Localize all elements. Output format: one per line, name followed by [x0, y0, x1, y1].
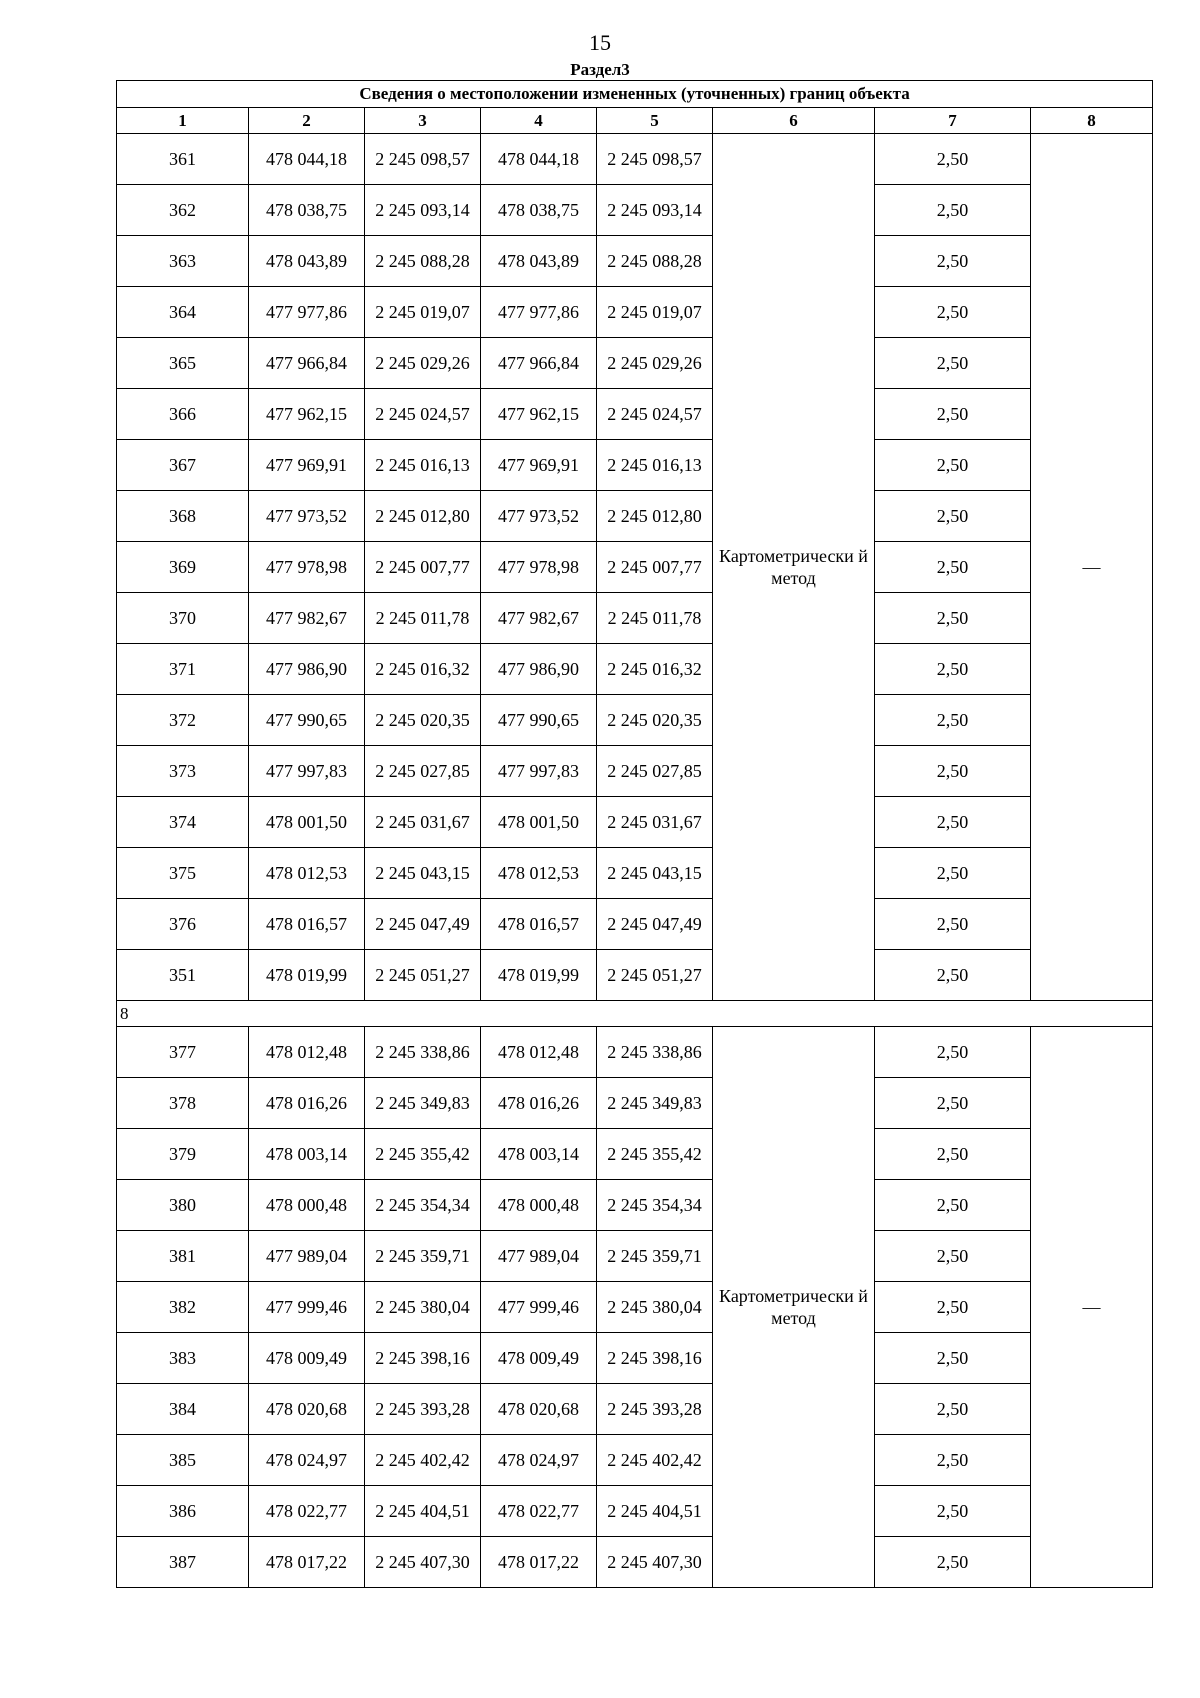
extra-cell: —: [1031, 134, 1153, 1001]
x-old-cell: 477 997,83: [249, 746, 365, 797]
x-old-cell: 477 999,46: [249, 1282, 365, 1333]
x-new-cell: 478 038,75: [481, 185, 597, 236]
x-old-cell: 477 969,91: [249, 440, 365, 491]
precision-cell: 2,50: [875, 1435, 1031, 1486]
point-number-cell: 369: [117, 542, 249, 593]
y-new-cell: 2 245 354,34: [597, 1180, 713, 1231]
x-new-cell: 478 022,77: [481, 1486, 597, 1537]
x-old-cell: 478 016,57: [249, 899, 365, 950]
x-old-cell: 477 990,65: [249, 695, 365, 746]
x-new-cell: 477 989,04: [481, 1231, 597, 1282]
y-old-cell: 2 245 402,42: [365, 1435, 481, 1486]
x-new-cell: 478 009,49: [481, 1333, 597, 1384]
x-old-cell: 477 982,67: [249, 593, 365, 644]
table-row: [117, 593, 1153, 644]
y-old-cell: 2 245 031,67: [365, 797, 481, 848]
y-new-cell: 2 245 024,57: [597, 389, 713, 440]
point-number-cell: 362: [117, 185, 249, 236]
x-old-cell: 478 000,48: [249, 1180, 365, 1231]
precision-cell: 2,50: [875, 1333, 1031, 1384]
table-row: [117, 797, 1153, 848]
table-row: [117, 389, 1153, 440]
x-new-cell: 477 978,98: [481, 542, 597, 593]
page-number: 15: [589, 30, 611, 55]
precision-cell: 2,50: [875, 1486, 1031, 1537]
table-row: [117, 440, 1153, 491]
table-body: [117, 134, 1153, 1588]
y-new-cell: 2 245 380,04: [597, 1282, 713, 1333]
y-old-cell: 2 245 404,51: [365, 1486, 481, 1537]
y-old-cell: 2 245 027,85: [365, 746, 481, 797]
table-row: [117, 899, 1153, 950]
y-old-cell: 2 245 393,28: [365, 1384, 481, 1435]
x-old-cell: 477 973,52: [249, 491, 365, 542]
column-number: 1: [117, 108, 249, 134]
x-old-cell: 477 986,90: [249, 644, 365, 695]
x-old-cell: 478 001,50: [249, 797, 365, 848]
precision-cell: 2,50: [875, 236, 1031, 287]
precision-cell: 2,50: [875, 491, 1031, 542]
x-old-cell: 478 038,75: [249, 185, 365, 236]
x-old-cell: 478 017,22: [249, 1537, 365, 1588]
x-new-cell: 478 020,68: [481, 1384, 597, 1435]
method-cell: Картометрически й метод: [713, 1027, 875, 1588]
x-old-cell: 478 012,53: [249, 848, 365, 899]
y-old-cell: 2 245 349,83: [365, 1078, 481, 1129]
y-new-cell: 2 245 011,78: [597, 593, 713, 644]
x-new-cell: 478 001,50: [481, 797, 597, 848]
x-old-cell: 478 009,49: [249, 1333, 365, 1384]
point-number-cell: 381: [117, 1231, 249, 1282]
group-label: 8: [117, 1001, 1153, 1027]
y-old-cell: 2 245 380,04: [365, 1282, 481, 1333]
table-row: [117, 491, 1153, 542]
y-old-cell: 2 245 020,35: [365, 695, 481, 746]
column-number-row: [117, 108, 1153, 134]
y-new-cell: 2 245 007,77: [597, 542, 713, 593]
section-title: Раздел3: [570, 60, 630, 79]
point-number-cell: 376: [117, 899, 249, 950]
y-old-cell: 2 245 398,16: [365, 1333, 481, 1384]
x-new-cell: 477 990,65: [481, 695, 597, 746]
table-row: [117, 1078, 1153, 1129]
y-old-cell: 2 245 354,34: [365, 1180, 481, 1231]
x-new-cell: 478 019,99: [481, 950, 597, 1001]
table-row: [117, 1537, 1153, 1588]
y-old-cell: 2 245 016,32: [365, 644, 481, 695]
y-old-cell: 2 245 007,77: [365, 542, 481, 593]
y-old-cell: 2 245 024,57: [365, 389, 481, 440]
x-old-cell: 477 978,98: [249, 542, 365, 593]
point-number-cell: 361: [117, 134, 249, 185]
y-old-cell: 2 245 338,86: [365, 1027, 481, 1078]
precision-cell: 2,50: [875, 899, 1031, 950]
precision-cell: 2,50: [875, 746, 1031, 797]
precision-cell: 2,50: [875, 134, 1031, 185]
point-number-cell: 379: [117, 1129, 249, 1180]
y-old-cell: 2 245 093,14: [365, 185, 481, 236]
coordinates-table: [116, 80, 1153, 1588]
column-number: 3: [365, 108, 481, 134]
y-new-cell: 2 245 012,80: [597, 491, 713, 542]
x-old-cell: 477 966,84: [249, 338, 365, 389]
precision-cell: 2,50: [875, 542, 1031, 593]
table-row: [117, 1180, 1153, 1231]
column-number: 4: [481, 108, 597, 134]
y-new-cell: 2 245 098,57: [597, 134, 713, 185]
point-number-cell: 386: [117, 1486, 249, 1537]
x-old-cell: 477 989,04: [249, 1231, 365, 1282]
table-row: [117, 950, 1153, 1001]
group-header-row: [117, 1001, 1153, 1027]
x-old-cell: 478 044,18: [249, 134, 365, 185]
x-new-cell: 477 973,52: [481, 491, 597, 542]
x-new-cell: 477 982,67: [481, 593, 597, 644]
point-number-cell: 368: [117, 491, 249, 542]
precision-cell: 2,50: [875, 695, 1031, 746]
point-number-cell: 366: [117, 389, 249, 440]
point-number-cell: 374: [117, 797, 249, 848]
x-new-cell: 477 999,46: [481, 1282, 597, 1333]
y-new-cell: 2 245 407,30: [597, 1537, 713, 1588]
x-new-cell: 478 016,57: [481, 899, 597, 950]
x-new-cell: 478 044,18: [481, 134, 597, 185]
y-new-cell: 2 245 355,42: [597, 1129, 713, 1180]
table-row: [117, 1027, 1153, 1078]
y-old-cell: 2 245 051,27: [365, 950, 481, 1001]
table-row: [117, 746, 1153, 797]
x-new-cell: 478 017,22: [481, 1537, 597, 1588]
precision-cell: 2,50: [875, 287, 1031, 338]
precision-cell: 2,50: [875, 1537, 1031, 1588]
y-new-cell: 2 245 016,13: [597, 440, 713, 491]
y-new-cell: 2 245 398,16: [597, 1333, 713, 1384]
precision-cell: 2,50: [875, 644, 1031, 695]
x-old-cell: 478 003,14: [249, 1129, 365, 1180]
table-caption: Сведения о местоположении измененных (уточненных) границ объекта: [117, 81, 1153, 108]
y-old-cell: 2 245 043,15: [365, 848, 481, 899]
point-number-cell: 351: [117, 950, 249, 1001]
table-row: [117, 287, 1153, 338]
y-old-cell: 2 245 016,13: [365, 440, 481, 491]
table-row: [117, 1486, 1153, 1537]
table-row: [117, 1282, 1153, 1333]
y-new-cell: 2 245 043,15: [597, 848, 713, 899]
y-new-cell: 2 245 338,86: [597, 1027, 713, 1078]
table-row: [117, 134, 1153, 185]
point-number-cell: 365: [117, 338, 249, 389]
table-row: [117, 1129, 1153, 1180]
point-number-cell: 387: [117, 1537, 249, 1588]
x-new-cell: 478 012,53: [481, 848, 597, 899]
precision-cell: 2,50: [875, 848, 1031, 899]
x-old-cell: 478 019,99: [249, 950, 365, 1001]
x-new-cell: 477 969,91: [481, 440, 597, 491]
y-old-cell: 2 245 098,57: [365, 134, 481, 185]
y-old-cell: 2 245 088,28: [365, 236, 481, 287]
table-row: [117, 236, 1153, 287]
point-number-cell: 375: [117, 848, 249, 899]
point-number-cell: 384: [117, 1384, 249, 1435]
x-new-cell: 478 016,26: [481, 1078, 597, 1129]
x-new-cell: 477 997,83: [481, 746, 597, 797]
x-new-cell: 477 977,86: [481, 287, 597, 338]
y-new-cell: 2 245 359,71: [597, 1231, 713, 1282]
table-row: [117, 185, 1153, 236]
y-new-cell: 2 245 402,42: [597, 1435, 713, 1486]
x-old-cell: 478 012,48: [249, 1027, 365, 1078]
y-new-cell: 2 245 393,28: [597, 1384, 713, 1435]
precision-cell: 2,50: [875, 593, 1031, 644]
precision-cell: 2,50: [875, 440, 1031, 491]
table-row: [117, 338, 1153, 389]
y-old-cell: 2 245 359,71: [365, 1231, 481, 1282]
precision-cell: 2,50: [875, 1282, 1031, 1333]
point-number-cell: 383: [117, 1333, 249, 1384]
x-new-cell: 478 043,89: [481, 236, 597, 287]
y-new-cell: 2 245 404,51: [597, 1486, 713, 1537]
column-number: 6: [713, 108, 875, 134]
point-number-cell: 382: [117, 1282, 249, 1333]
point-number-cell: 380: [117, 1180, 249, 1231]
precision-cell: 2,50: [875, 797, 1031, 848]
y-new-cell: 2 245 093,14: [597, 185, 713, 236]
precision-cell: 2,50: [875, 1027, 1031, 1078]
precision-cell: 2,50: [875, 1129, 1031, 1180]
point-number-cell: 364: [117, 287, 249, 338]
y-new-cell: 2 245 088,28: [597, 236, 713, 287]
column-number: 2: [249, 108, 365, 134]
table-row: [117, 1435, 1153, 1486]
point-number-cell: 372: [117, 695, 249, 746]
x-new-cell: 477 966,84: [481, 338, 597, 389]
precision-cell: 2,50: [875, 1384, 1031, 1435]
precision-cell: 2,50: [875, 185, 1031, 236]
y-new-cell: 2 245 027,85: [597, 746, 713, 797]
y-old-cell: 2 245 029,26: [365, 338, 481, 389]
point-number-cell: 373: [117, 746, 249, 797]
x-old-cell: 478 016,26: [249, 1078, 365, 1129]
y-new-cell: 2 245 020,35: [597, 695, 713, 746]
table-row: [117, 644, 1153, 695]
point-number-cell: 371: [117, 644, 249, 695]
table-row: [117, 695, 1153, 746]
x-new-cell: 478 000,48: [481, 1180, 597, 1231]
x-old-cell: 477 962,15: [249, 389, 365, 440]
point-number-cell: 363: [117, 236, 249, 287]
y-new-cell: 2 245 047,49: [597, 899, 713, 950]
y-old-cell: 2 245 407,30: [365, 1537, 481, 1588]
y-old-cell: 2 245 047,49: [365, 899, 481, 950]
point-number-cell: 370: [117, 593, 249, 644]
x-new-cell: 477 962,15: [481, 389, 597, 440]
column-number: 8: [1031, 108, 1153, 134]
x-new-cell: 478 012,48: [481, 1027, 597, 1078]
y-new-cell: 2 245 019,07: [597, 287, 713, 338]
x-old-cell: 478 022,77: [249, 1486, 365, 1537]
y-new-cell: 2 245 349,83: [597, 1078, 713, 1129]
y-new-cell: 2 245 029,26: [597, 338, 713, 389]
y-new-cell: 2 245 016,32: [597, 644, 713, 695]
x-old-cell: 478 024,97: [249, 1435, 365, 1486]
x-new-cell: 478 024,97: [481, 1435, 597, 1486]
extra-cell: —: [1031, 1027, 1153, 1588]
method-cell: Картометрически й метод: [713, 134, 875, 1001]
x-new-cell: 477 986,90: [481, 644, 597, 695]
y-old-cell: 2 245 019,07: [365, 287, 481, 338]
table-row: [117, 848, 1153, 899]
precision-cell: 2,50: [875, 1180, 1031, 1231]
precision-cell: 2,50: [875, 1231, 1031, 1282]
table-row: [117, 1384, 1153, 1435]
precision-cell: 2,50: [875, 1078, 1031, 1129]
y-new-cell: 2 245 031,67: [597, 797, 713, 848]
x-old-cell: 478 043,89: [249, 236, 365, 287]
point-number-cell: 385: [117, 1435, 249, 1486]
table-row: [117, 1333, 1153, 1384]
column-number: 7: [875, 108, 1031, 134]
y-old-cell: 2 245 012,80: [365, 491, 481, 542]
x-new-cell: 478 003,14: [481, 1129, 597, 1180]
precision-cell: 2,50: [875, 338, 1031, 389]
y-new-cell: 2 245 051,27: [597, 950, 713, 1001]
table-row: [117, 542, 1153, 593]
point-number-cell: 378: [117, 1078, 249, 1129]
precision-cell: 2,50: [875, 389, 1031, 440]
x-old-cell: 478 020,68: [249, 1384, 365, 1435]
y-old-cell: 2 245 011,78: [365, 593, 481, 644]
x-old-cell: 477 977,86: [249, 287, 365, 338]
point-number-cell: 377: [117, 1027, 249, 1078]
point-number-cell: 367: [117, 440, 249, 491]
column-number: 5: [597, 108, 713, 134]
y-old-cell: 2 245 355,42: [365, 1129, 481, 1180]
table-row: [117, 1231, 1153, 1282]
precision-cell: 2,50: [875, 950, 1031, 1001]
